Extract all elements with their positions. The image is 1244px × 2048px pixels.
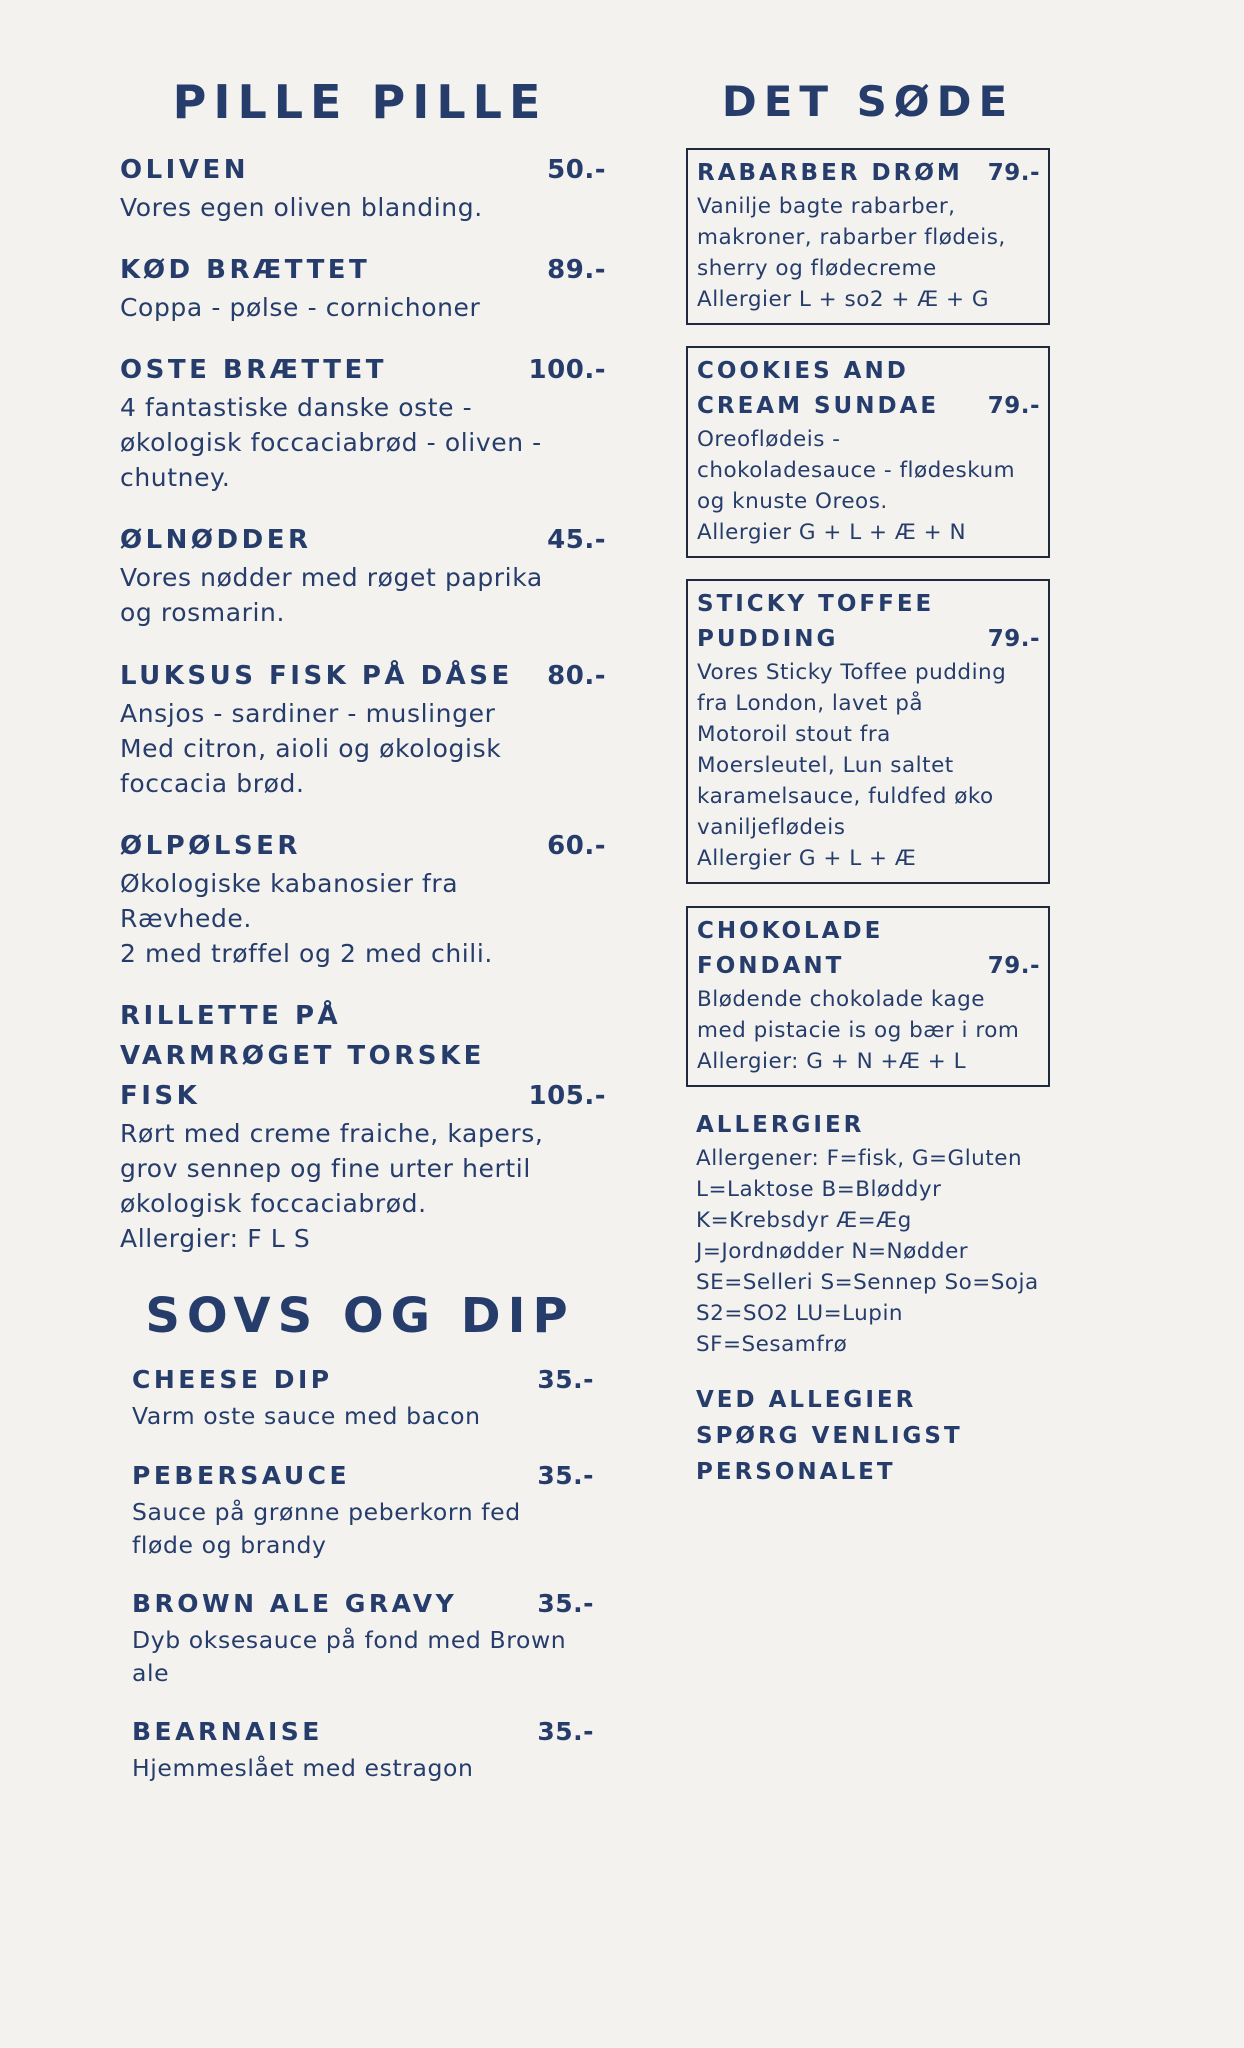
allergy-notice <box>696 1382 1046 1490</box>
allergy-legend-title: ALLERGIER <box>696 1112 865 1138</box>
desc-line: vaniljeflødeis <box>697 815 846 840</box>
item-price: 79.- <box>987 393 1040 419</box>
desc-line: makroner, rabarber flødeis, <box>697 225 1006 250</box>
dessert-box-rabarber-drom <box>686 148 1050 325</box>
item-name-line: FISK <box>120 1081 201 1111</box>
item-price: 35.- <box>537 1589 594 1618</box>
menu-item-kod-braettet <box>120 250 606 325</box>
allergy-line: J=Jordnødder N=Nødder <box>696 1239 969 1264</box>
item-name: LUKSUS FISK PÅ DÅSE <box>120 661 513 691</box>
item-name: BROWN ALE GRAVY <box>132 1589 458 1618</box>
desc-line: grov sennep og fine urter hertil <box>120 1154 531 1183</box>
allergy-line: Allergener: F=fisk, G=Gluten <box>696 1146 1023 1171</box>
item-description: Vores egen oliven blanding. <box>120 193 483 222</box>
desc-line: Oreoflødeis - <box>697 427 841 452</box>
item-name-line: COOKIES AND <box>697 358 909 384</box>
notice-line: PERSONALET <box>696 1459 896 1485</box>
desc-line: Allergier: G + N +Æ + L <box>697 1049 967 1074</box>
desc-line: chokoladesauce - flødeskum <box>697 458 1016 483</box>
item-price: 45.- <box>547 525 606 555</box>
desc-line: Ansjos - sardiner - muslinger <box>120 699 496 728</box>
desc-line: foccacia brød. <box>120 769 305 798</box>
notice-line: VED ALLEGIER <box>696 1387 917 1413</box>
desc-line: Vores nødder med røget paprika <box>120 563 543 592</box>
desc-line: med pistacie is og bær i rom <box>697 1018 1020 1043</box>
menu-item-rillette <box>120 996 606 1256</box>
item-name: CHEESE DIP <box>132 1365 333 1394</box>
item-price: 80.- <box>547 661 606 691</box>
dessert-box-sticky-toffee <box>686 579 1050 884</box>
menu-item-bearnaise <box>132 1712 594 1785</box>
item-name-line: RILLETTE PÅ <box>120 1001 342 1031</box>
item-description <box>697 984 1040 1077</box>
desc-line: Allergier G + L + Æ <box>697 846 917 871</box>
item-description <box>697 657 1040 874</box>
menu-item-oliven <box>120 150 606 225</box>
item-name: ØLPØLSER <box>120 831 301 861</box>
item-price: 50.- <box>547 155 606 185</box>
item-description <box>132 1496 594 1562</box>
desc-line: Rævhede. <box>120 904 252 933</box>
desc-line: 2 med trøffel og 2 med chili. <box>120 939 493 968</box>
allergy-line: K=Krebsdyr Æ=Æg <box>696 1208 912 1233</box>
item-price: 79.- <box>987 953 1040 979</box>
desc-line: Allergier: F L S <box>120 1224 311 1253</box>
desc-line: og rosmarin. <box>120 598 286 627</box>
desc-line: 4 fantastiske danske oste - <box>120 393 473 422</box>
menu-item-olnodder <box>120 520 606 630</box>
desc-line: fra London, lavet på <box>697 691 924 716</box>
desc-line: Allergier G + L + Æ + N <box>697 520 967 545</box>
desc-line: chutney. <box>120 463 231 492</box>
allergy-line: SE=Selleri S=Sennep So=Soja <box>696 1270 1039 1295</box>
allergy-line: S2=SO2 LU=Lupin <box>696 1301 904 1326</box>
item-description <box>697 424 1040 548</box>
item-price: 35.- <box>537 1717 594 1746</box>
section-title-det-sode: DET SØDE <box>721 77 1015 126</box>
menu-item-luksus-fisk <box>120 656 606 801</box>
desc-line: Rørt med creme fraiche, kapers, <box>120 1119 544 1148</box>
item-price: 79.- <box>987 160 1040 186</box>
item-price: 35.- <box>537 1365 594 1394</box>
desc-line: fløde og brandy <box>132 1531 327 1559</box>
item-name: OLIVEN <box>120 155 249 185</box>
desc-line: Økologiske kabanosier fra <box>120 869 459 898</box>
item-price: 100.- <box>528 355 606 385</box>
item-name-line: CREAM SUNDAE <box>697 393 940 419</box>
section-title-sovs-og-dip: SOVS OG DIP <box>145 1288 575 1344</box>
allergy-legend <box>696 1108 1046 1360</box>
item-description <box>120 1116 606 1256</box>
allergy-line: SF=Sesamfrø <box>696 1332 848 1357</box>
desc-line: sherry og flødecreme <box>697 256 937 281</box>
item-description <box>697 191 1040 315</box>
item-name-line: VARMRØGET TORSKE <box>120 1041 485 1071</box>
desc-line: økologisk foccaciabrød. <box>120 1189 427 1218</box>
desc-line: og knuste Oreos. <box>697 489 888 514</box>
desc-line: Med citron, aioli og økologisk <box>120 734 502 763</box>
item-description <box>132 1624 594 1690</box>
desc-line: Dyb oksesauce på fond med Brown <box>132 1626 567 1654</box>
item-name: BEARNAISE <box>132 1717 323 1746</box>
desc-line: karamelsauce, fuldfed øko <box>697 784 994 809</box>
desc-line: Sauce på grønne peberkorn fed <box>132 1498 521 1526</box>
dessert-box-cookies-and-cream <box>686 346 1050 558</box>
item-description: Hjemmeslået med estragon <box>132 1754 474 1782</box>
menu-item-pebersauce <box>132 1456 594 1562</box>
item-name-line: STICKY TOFFEE <box>697 591 935 617</box>
item-price: 105.- <box>528 1081 606 1111</box>
item-name: OSTE BRÆTTET <box>120 355 387 385</box>
item-name: RABARBER DRØM <box>697 160 963 186</box>
item-name: KØD BRÆTTET <box>120 255 371 285</box>
item-price: 79.- <box>987 626 1040 652</box>
section-title-pille-pille: PILLE PILLE <box>172 75 548 129</box>
desc-line: Motoroil stout fra <box>697 722 891 747</box>
item-name: PEBERSAUCE <box>132 1461 351 1490</box>
item-description: Varm oste sauce med bacon <box>132 1402 481 1430</box>
item-name-line: FONDANT <box>697 953 845 979</box>
desc-line: Moersleutel, Lun saltet <box>697 753 954 778</box>
item-description <box>120 390 606 495</box>
item-name-line: CHOKOLADE <box>697 918 884 944</box>
allergy-line: L=Laktose B=Bløddyr <box>696 1177 942 1202</box>
desc-line: ale <box>132 1659 170 1687</box>
desc-line: Vanilje bagte rabarber, <box>697 194 956 219</box>
menu-item-brown-ale-gravy <box>132 1584 594 1690</box>
notice-line: SPØRG VENLIGST <box>696 1423 963 1449</box>
item-name-line: PUDDING <box>697 626 839 652</box>
item-price: 60.- <box>547 831 606 861</box>
desc-line: økologisk foccaciabrød - oliven - <box>120 428 542 457</box>
item-description <box>120 560 606 630</box>
item-description <box>120 866 606 971</box>
dessert-box-chokolade-fondant <box>686 906 1050 1087</box>
menu-item-oste-braettet <box>120 350 606 495</box>
menu-item-olpolser <box>120 826 606 971</box>
item-price: 89.- <box>547 255 606 285</box>
item-name: ØLNØDDER <box>120 525 312 555</box>
item-description: Coppa - pølse - cornichoner <box>120 293 481 322</box>
item-description <box>120 696 606 801</box>
desc-line: Blødende chokolade kage <box>697 987 986 1012</box>
menu-item-cheese-dip <box>132 1360 594 1433</box>
desc-line: Allergier L + so2 + Æ + G <box>697 287 990 312</box>
allergy-legend-list <box>696 1143 1046 1360</box>
desc-line: Vores Sticky Toffee pudding <box>697 660 1007 685</box>
item-price: 35.- <box>537 1461 594 1490</box>
